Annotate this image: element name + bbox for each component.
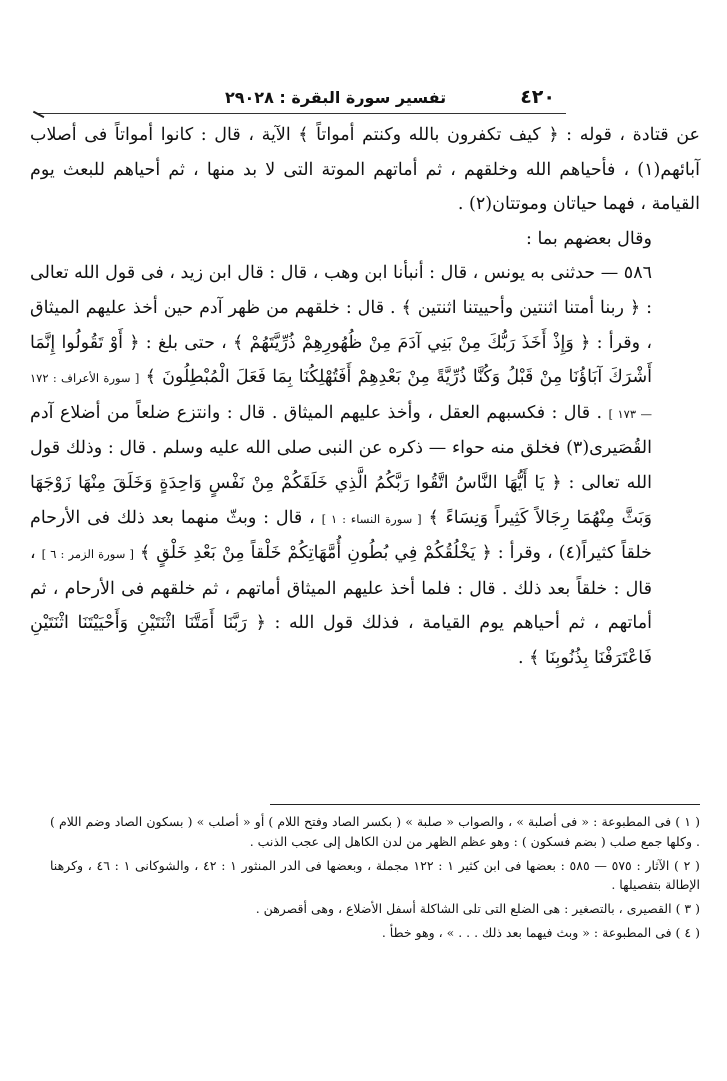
paragraph-transition: وقال بعضهم بما : bbox=[526, 228, 652, 249]
page-number: ٤٢٠ bbox=[520, 86, 555, 108]
running-title: تفسير سورة البقرة : ٢٩٠٢٨ bbox=[225, 88, 447, 107]
footnote-divider bbox=[270, 804, 700, 805]
footnotes bbox=[50, 812, 700, 947]
surah-reference-nisa: [ سورة النساء : ١ ] bbox=[321, 511, 422, 526]
footnote-3: ( ٣ ) القصيرى ، بالتصغير : هى الضلع التى تلى الشاكلة أسفل الأضلاع ، وهى أقصرهن . bbox=[255, 901, 700, 917]
surah-reference-araf: [ سورة الأعراف : ١٧٢ — ١٧٣ ] bbox=[30, 371, 652, 421]
hadith-text-part-4: ، قال : خلقاً بعد ذلك . قال : فلما أخذ عليهم الميثاق أماتهم ، ثم خلقهم فى الأرحام ، ثم أماتهم ، ثم أحياهم يوم القيامة ، فذلك قول الله : ﴿ رَبَّنَا أَمَتَّنَا اثْنَتَيْنِ وَأَحْيَيْتَنَا اثْنَتَيْنِ فَاعْتَرَفْنَا بِذُنُوبِنَا ﴾ . bbox=[30, 543, 652, 668]
page-header bbox=[225, 86, 555, 110]
footnote-4: ( ٤ ) فى المطبوعة : « وبث فيهما بعد ذلك . . . » ، وهو خطأ . bbox=[381, 924, 700, 940]
footnote-2: ( ٢ ) الآثار : ٥٧٥ — ٥٨٥ : بعضها فى ابن كثير ١ : ١٢٢ مجملة ، وبعضها فى الدر المنثور ١ : ٤٢ ، والشوكانى ١ : ٤٦ ، وكرهنا الإطالة بتفصيلها . bbox=[50, 857, 700, 893]
paragraph-qatada: عن قتادة ، قوله : ﴿ كيف تكفرون بالله وكنتم أمواتاً ﴾ الآية ، قال : كانوا أمواتاً فى أصلاب آبائهم(١) ، فأحياهم الله وخلقهم ، ثم أماتهم الموتة التى لا بد منها ، ثم أحياهم للبعث يوم القيامة ، فهما حياتان وموتتان(٢) . bbox=[30, 125, 700, 215]
paragraph-hadith-586 bbox=[30, 256, 700, 675]
hadith-text-part-3: ، قال : وبثّ منهما بعد ذلك فى الأرحام خلقاً كثيراً(٤) ، وقرأ : ﴿ يَخْلُقُكُمْ فِي بُطُونِ أُمَّهَاتِكُمْ خَلْقاً مِنْ بَعْدِ خَلْقٍ ﴾ bbox=[30, 507, 652, 564]
hadith-text-part-1: ٥٨٦ — حدثنى به يونس ، قال : أنبأنا ابن وهب ، قال : قال ابن زيد ، فى قول الله تعالى : ﴿ ربنا أمتنا اثنتين وأحييتنا اثنتين ﴾ . قال : خلقهم من ظهر آدم حين أخذ عليهم الميثاق ، وقرأ : ﴿ وَإِذْ أَخَذَ رَبُّكَ مِنْ بَنِي آدَمَ مِنْ ظُهُورِهِمْ ذُرِّيَّتَهُمْ ﴾ ، حتى بلغ : ﴿ أَوْ تَقُولُوا إِنَّمَا أَشْرَكَ آبَاؤُنَا مِنْ قَبْلُ وَكُنَّا ذُرِّيَّةً مِنْ بَعْدِهِمْ أَفَتُهْلِكُنَا بِمَا فَعَلَ الْمُبْطِلُونَ ﴾ bbox=[30, 263, 653, 388]
footnote-1: ( ١ ) فى المطبوعة : « فى أصلبة » ، والصواب « صلبة » ( بكسر الصاد وفتح اللام ) أو « أصلب » ( بسكون الصاد وضم اللام ) . وكلها جمع صلب ( بضم فسكون ) : وهو عظم الظهر من لدن الكاهل إلى عجب الذنب . bbox=[50, 814, 700, 849]
body-text bbox=[30, 118, 700, 676]
header-divider bbox=[36, 113, 566, 114]
margin-mark bbox=[33, 102, 49, 118]
surah-reference-zumar: [ سورة الزمر : ٦ ] bbox=[41, 547, 134, 562]
hadith-text-part-2: . قال : فكسبهم العقل ، وأخذ عليهم الميثاق . قال : وانتزع ضلعاً من أضلاع آدم القُصَيرى(٣) فخلق منه حواء — ذكره عن النبى صلى الله عليه وسلم . قال : وذلك قول الله تعالى : ﴿ يَا أَيُّهَا النَّاسُ اتَّقُوا رَبَّكُمُ الَّذِي خَلَقَكُمْ مِنْ نَفْسٍ وَاحِدَةٍ وَخَلَقَ مِنْهَا زَوْجَهَا وَبَثَّ مِنْهُمَا رِجَالاً كَثِيراً وَنِسَاءً ﴾ bbox=[30, 402, 652, 528]
